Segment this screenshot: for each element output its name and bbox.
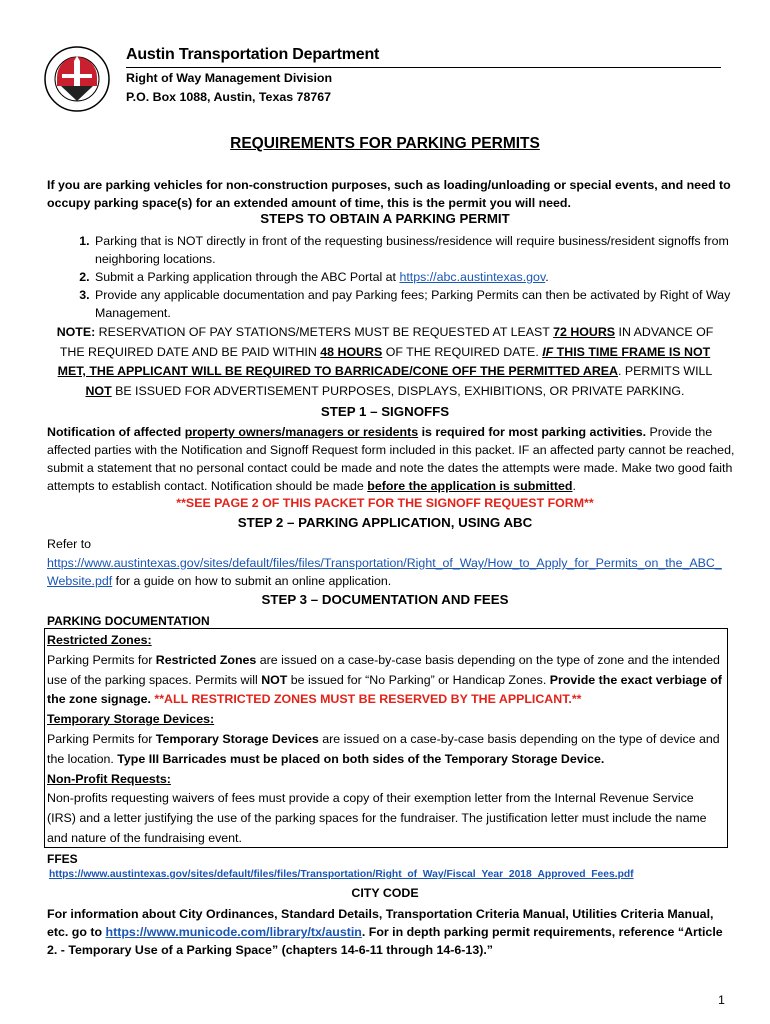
- city-code-heading: CITY CODE: [351, 886, 419, 900]
- reservation-note: NOTE: RESERVATION OF PAY STATIONS/METERS MUST BE REQUESTED AT LEAST 72 HOURS IN ADVANCE OF THE REQUIRED DATE AND BE PAID WITHIN 48 HOURS OF THE REQUIRED DATE. IF THIS TIME FRAME IS NOT MET, THE APPLICANT WILL BE REQUIRED TO BARRICADE/CONE OFF THE PERMITTED AREA. PERMITS WILL NOT BE ISSUED FOR ADVERTISEMENT PURPOSES, DISPLAYS, EXHIBITIONS, OR PRIVATE PARKING.: [56, 325, 714, 398]
- abc-portal-link[interactable]: https://abc.austintexas.gov: [399, 270, 546, 284]
- steps-list: [68, 232, 753, 322]
- step-item-2: 2. Submit a Parking application through the ABC Portal at https://abc.austintexas.gov.: [93, 268, 753, 286]
- city-of-austin-seal: [44, 46, 110, 112]
- step2-guide: https://www.austintexas.gov/sites/default/files/files/Transportation/Right_of_Way/How_to_Apply_for_Permits_on_the_ABC_Website.pdf for a guide on how to submit an online application.: [47, 556, 722, 588]
- step2-heading: STEP 2 – PARKING APPLICATION, USING ABC: [237, 515, 533, 530]
- fees-schedule-link[interactable]: https://www.austintexas.gov/sites/default/files/files/Transportation/Right_of_Way/Fiscal_Year_2018_Approved_Fees.pdf: [49, 869, 634, 880]
- non-profit-text: Non-profits requesting waivers of fees must provide a copy of their exemption letter from the Internal Revenue Service (IRS) and a letter justifying the use of the parking spaces for the fundraiser. The justification letter must include the name and nature of the fundraising event.: [47, 791, 707, 845]
- step-item-1: 1. Parking that is NOT directly in front of the requesting business/residence will require business/resident signoffs from neighboring locations.: [93, 232, 753, 268]
- page-number: 1: [718, 993, 725, 1007]
- parking-documentation-label: PARKING DOCUMENTATION: [47, 614, 210, 628]
- non-profit-title: Non-Profit Requests:: [47, 771, 171, 786]
- division-name: Right of Way Management Division: [126, 71, 333, 85]
- signoff-form-note: **SEE PAGE 2 OF THIS PACKET FOR THE SIGNOFF REQUEST FORM**: [176, 496, 594, 510]
- steps-heading: STEPS TO OBTAIN A PARKING PERMIT: [260, 211, 510, 226]
- fees-link-line: [49, 869, 634, 880]
- storage-devices-title: Temporary Storage Devices:: [47, 712, 215, 727]
- municode-link[interactable]: https://www.municode.com/library/tx/austin: [105, 925, 362, 939]
- step1-paragraph: Notification of affected property owners/managers or residents is required for most parking activities. Provide the affected parties with the Notification and Signoff Request form included in this packet. IF an affected party cannot be reached, submit a statement that no personal contact could be made and note the dates the attempts were made. Make two good faith attempts to establish contact. Notification should be made before the application is submitted.: [47, 425, 735, 493]
- intro-paragraph: If you are parking vehicles for non-construction purposes, such as loading/unloading or special events, and need to occupy parking space(s) for an extended amount of time, this is the permit you will need.: [47, 178, 731, 210]
- department-name: Austin Transportation Department: [126, 46, 380, 63]
- step-item-3: 3. Provide any applicable documentation and pay Parking fees; Parking Permits can then be activated by Right of Way Management.: [93, 286, 753, 322]
- mailing-address: P.O. Box 1088, Austin, Texas 78767: [126, 90, 332, 104]
- page-title: REQUIREMENTS FOR PARKING PERMITS: [230, 135, 540, 152]
- header-divider: [126, 67, 721, 68]
- abc-guide-link[interactable]: https://www.austintexas.gov/sites/default/files/files/Transportation/Right_of_Way/How_to_Apply_for_Permits_on_the_ABC_Website.pdf: [47, 556, 722, 588]
- restricted-zones-text: Parking Permits for Restricted Zones are issued on a case-by-case basis depending on the type of zone and the intended use of the parking spaces. Permits will NOT be issued for “No Parking” or Handicap Zones. Provide the exact verbiage of the zone signage. **ALL RESTRICTED ZONES MUST BE RESERVED BY THE APPLICANT.**: [47, 652, 722, 707]
- fees-label: FFES: [47, 852, 78, 866]
- restricted-zones-title: Restricted Zones:: [47, 633, 152, 647]
- storage-devices-text: Parking Permits for Temporary Storage Devices are issued on a case-by-case basis depending on the type of device and the location. Type III Barricades must be placed on both sides of the Temporary Storage Device.: [47, 731, 720, 766]
- city-code-paragraph: For information about City Ordinances, Standard Details, Transportation Criteria Manual, Utilities Criteria Manual, etc. go to https://www.municode.com/library/tx/austin. For in depth parking permit requirements, reference “Article 2. - Temporary Use of a Parking Space” (chapters 14-6-11 through 14-6-13).”: [47, 907, 723, 957]
- documentation-box: [44, 628, 728, 848]
- step1-heading: STEP 1 – SIGNOFFS: [320, 404, 450, 419]
- step2-refer: Refer to: [47, 537, 92, 551]
- step3-heading: STEP 3 – DOCUMENTATION AND FEES: [261, 592, 509, 607]
